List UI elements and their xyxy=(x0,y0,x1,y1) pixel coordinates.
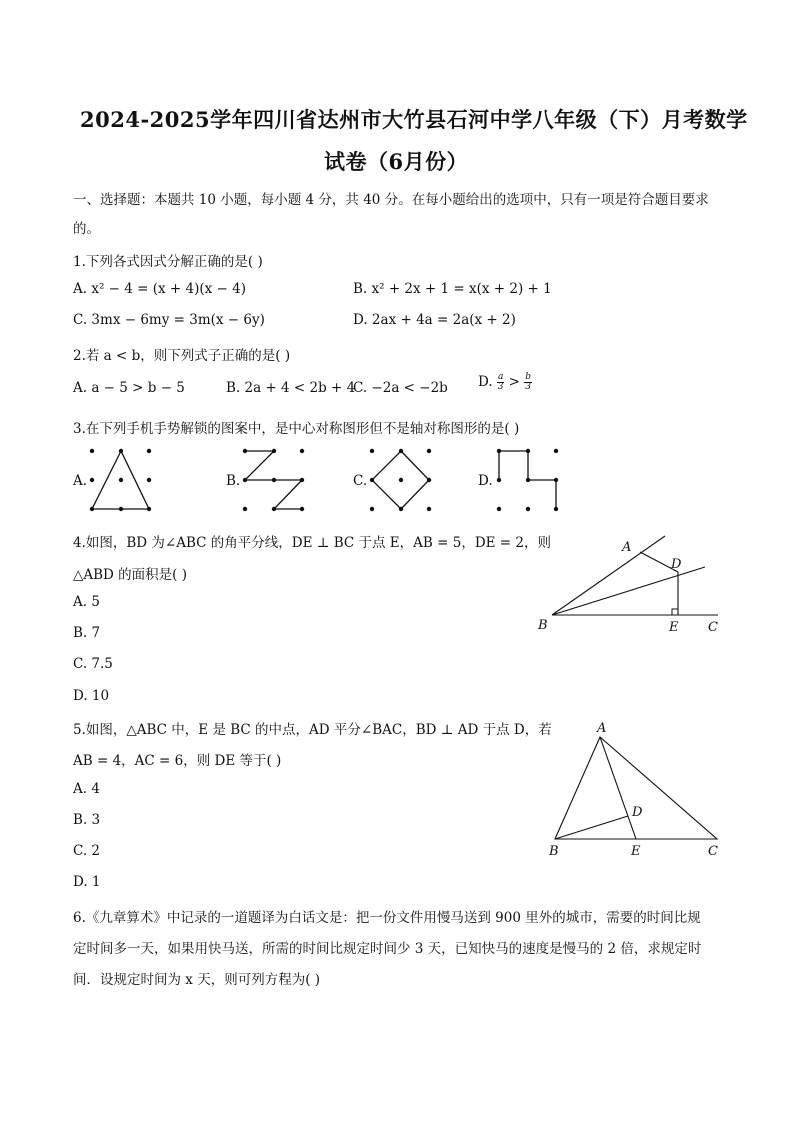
q4-label-b: B xyxy=(538,618,548,633)
q5-option-c: C. 2 xyxy=(73,843,101,859)
q4-label-d: D xyxy=(671,557,682,572)
q2-option-d-prefix: D. xyxy=(478,374,493,390)
q5-label-c: C xyxy=(708,844,718,859)
q6-stem-line2: 定时间多一天，如果用快马送，所需的时间比规定时间少 3 天，已知快马的速度是慢马的 2 倍，求规定时 xyxy=(73,941,702,957)
q4-label-e: E xyxy=(669,620,679,635)
page-title-line2: 试卷（6月份） xyxy=(324,149,469,174)
q3-stem: 3.在下列手机手势解锁的图案中，是中心对称图形但不是轴对称图形的是( ) xyxy=(73,421,520,437)
q3-option-d-label: D. xyxy=(478,473,493,489)
q6-stem-line3: 间．设规定时间为 x 天，则可列方程为( ) xyxy=(73,972,321,988)
q3-option-c-label: C. xyxy=(353,473,368,489)
q5-label-e: E xyxy=(631,844,641,859)
q5-label-d: D xyxy=(632,805,643,820)
section-heading-line1: 一、选择题：本题共 10 小题，每小题 4 分，共 40 分。在每小题给出的选项中，只有一项是符合题目要求 xyxy=(73,192,709,208)
q1-stem: 1.下列各式因式分解正确的是( ) xyxy=(73,254,263,270)
q1-option-b: B. x² + 2x + 1 = x(x + 2) + 1 xyxy=(353,281,552,297)
q3-pattern-c-diamond xyxy=(366,445,436,515)
q5-label-b: B xyxy=(549,844,559,859)
q5-figure xyxy=(540,715,730,865)
q4-option-a: A. 5 xyxy=(73,594,100,610)
q1-option-a: A. x² − 4 = (x + 4)(x − 4) xyxy=(73,281,246,297)
q5-option-d: D. 1 xyxy=(73,874,101,890)
q4-stem-line1: 4.如图，BD 为∠ABC 的角平分线，DE ⊥ BC 于点 E，AB = 5，DE = 2，则 xyxy=(73,535,551,551)
q4-label-c: C xyxy=(708,620,718,635)
q5-stem-line2: AB = 4，AC = 6，则 DE 等于( ) xyxy=(73,753,282,769)
q2-stem: 2.若 a < b，则下列式子正确的是( ) xyxy=(73,348,291,364)
q5-option-b: B. 3 xyxy=(73,812,101,828)
q2-option-d-operator: > xyxy=(508,374,520,390)
q5-stem-line1: 5.如图，△ABC 中，E 是 BC 的中点，AD 平分∠BAC，BD ⊥ AD 于点 D，若 xyxy=(73,722,552,738)
q2-option-c: C. −2a < −2b xyxy=(353,380,448,396)
section-heading-line2: 的。 xyxy=(73,221,100,237)
q2-option-d-frac-a: $\frac{a}{3}$ xyxy=(497,372,504,392)
q5-label-a: A xyxy=(597,721,607,736)
q1-option-c: C. 3mx − 6my = 3m(x − 6y) xyxy=(73,312,265,328)
page-title-line1: 2024-2025学年四川省达州市大竹县石河中学八年级（下）月考数学 xyxy=(80,107,748,132)
q4-figure xyxy=(530,525,730,640)
q3-option-b-label: B. xyxy=(226,473,241,489)
q1-option-d: D. 2ax + 4a = 2a(x + 2) xyxy=(353,312,516,328)
q4-option-b: B. 7 xyxy=(73,625,101,641)
q4-label-a: A xyxy=(622,540,632,555)
q3-option-a-label: A. xyxy=(73,473,88,489)
q2-option-a: A. a − 5 > b − 5 xyxy=(73,380,185,396)
q6-stem-line1: 6.《九章算术》中记录的一道题译为白话文是：把一份文件用慢马送到 900 里外的城市，需要的时间比规 xyxy=(73,910,701,926)
q3-pattern-d-steps xyxy=(493,445,563,515)
q3-pattern-b-zigzag xyxy=(239,445,309,515)
q2-option-b: B. 2a + 4 < 2b + 4 xyxy=(226,380,356,396)
q4-option-c: C. 7.5 xyxy=(73,656,113,672)
q2-option-d-frac-b: $\frac{b}{3}$ xyxy=(525,372,531,392)
q2-option-d xyxy=(478,373,532,392)
q4-stem-line2: △ABD 的面积是( ) xyxy=(73,567,187,583)
q5-option-a: A. 4 xyxy=(73,781,100,797)
q4-option-d: D. 10 xyxy=(73,688,110,704)
q3-pattern-a-triangle xyxy=(86,445,156,515)
